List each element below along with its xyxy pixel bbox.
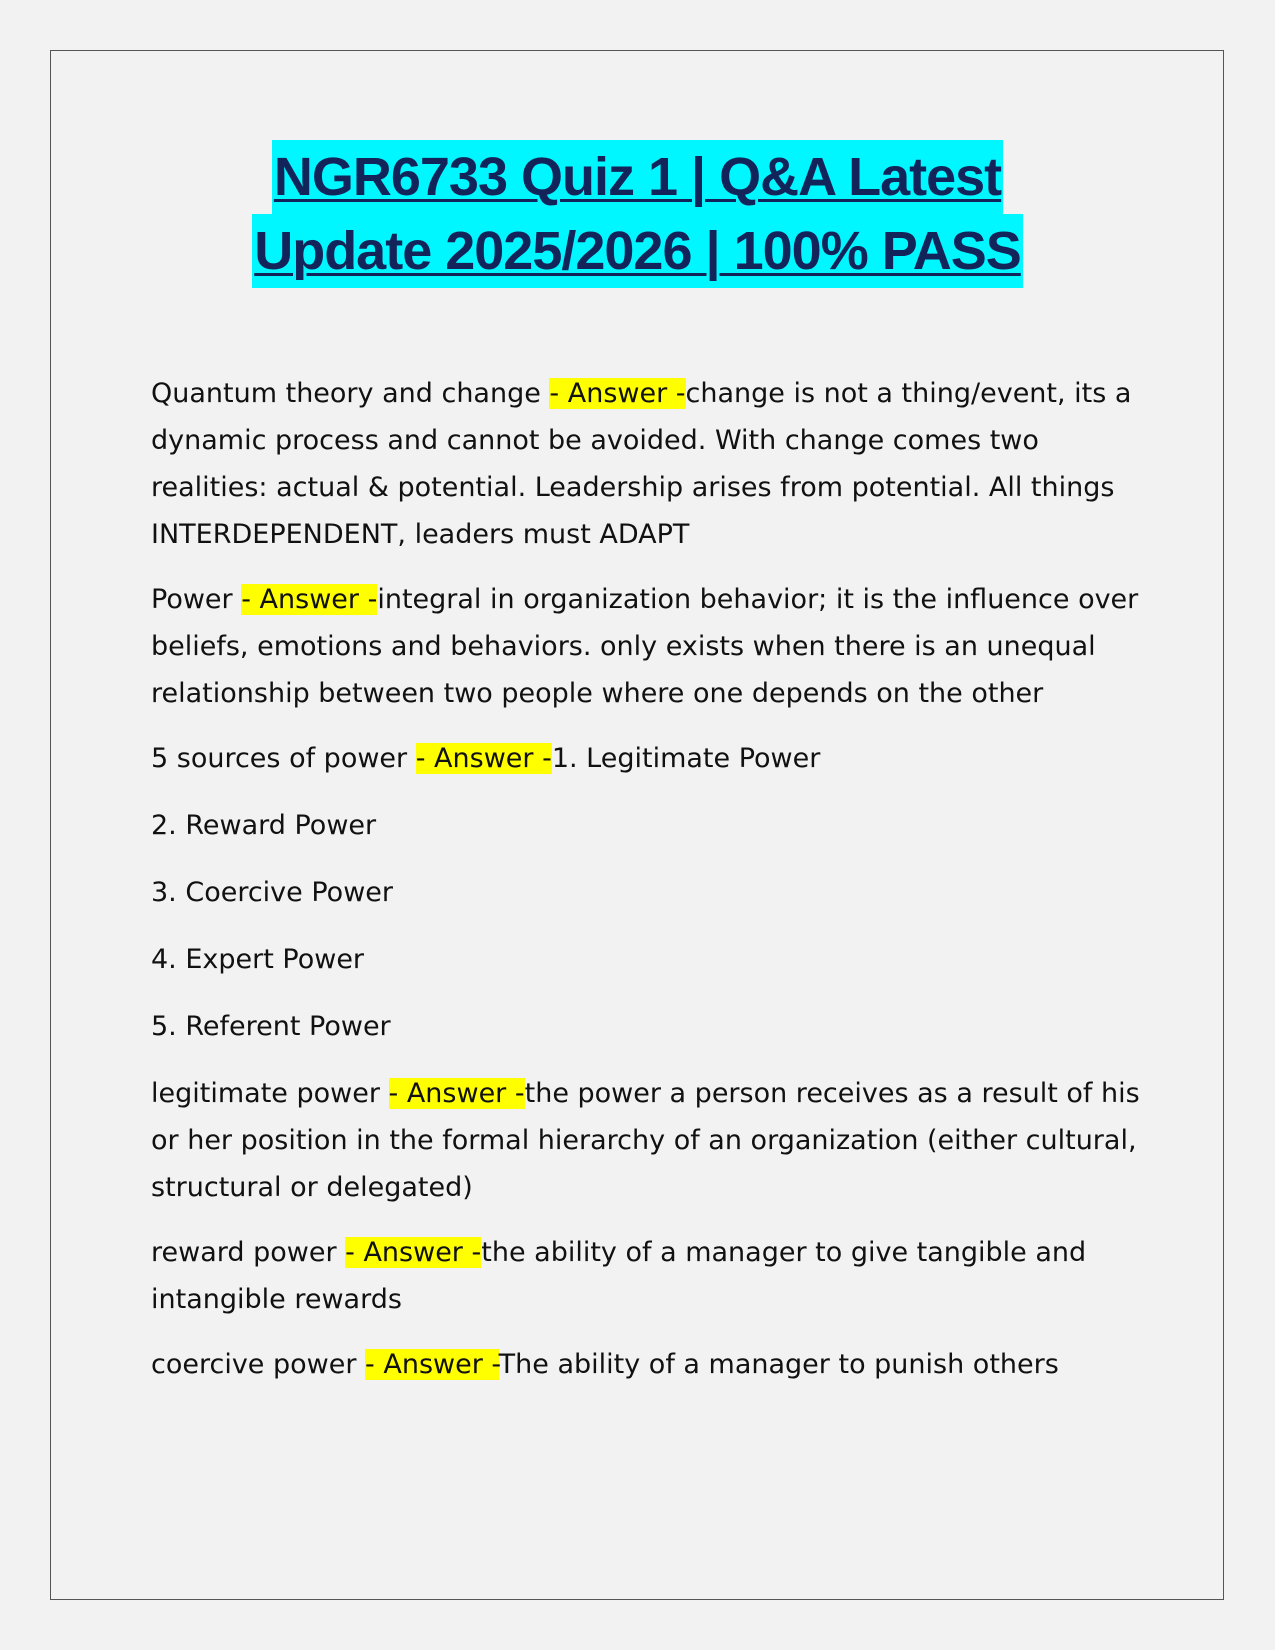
qa-entry-legitimate bbox=[151, 1070, 1141, 1211]
title-line-2: Update 2025/2026 | 100% PASS bbox=[252, 214, 1023, 288]
document-title bbox=[80, 140, 1195, 288]
qa-entry-reward bbox=[151, 1229, 1141, 1323]
qa-term: Power bbox=[151, 584, 242, 615]
qa-content bbox=[151, 370, 1141, 1406]
qa-term: legitimate power bbox=[151, 1078, 389, 1109]
list-item: 4. Expert Power bbox=[151, 944, 365, 975]
list-item: 2. Reward Power bbox=[151, 810, 377, 841]
qa-term: 5 sources of power bbox=[151, 743, 416, 774]
qa-entry-sources bbox=[151, 735, 1141, 782]
answer-marker: - Answer - bbox=[345, 1237, 482, 1268]
qa-entry-power bbox=[151, 576, 1141, 717]
answer-marker: - Answer - bbox=[415, 743, 552, 774]
qa-answer: change is not a thing/event, its a dynamic process and cannot be avoided. With change comes two realities: actual & potential. Leadership arises from potential. All things INTERDEPENDENT, leaders must ADAPT bbox=[151, 378, 1132, 550]
answer-marker: - Answer - bbox=[549, 378, 686, 409]
qa-answer: 1. Legitimate Power bbox=[551, 743, 821, 774]
title-line-1: NGR6733 Quiz 1 | Q&A Latest bbox=[272, 140, 1003, 214]
list-item: 3. Coercive Power bbox=[151, 877, 393, 908]
list-item: 5. Referent Power bbox=[151, 1011, 391, 1042]
qa-answer: the ability of a manager to give tangible and intangible rewards bbox=[151, 1237, 1087, 1315]
qa-term: coercive power bbox=[151, 1349, 366, 1380]
qa-term: reward power bbox=[151, 1237, 346, 1268]
answer-marker: - Answer - bbox=[388, 1078, 525, 1109]
qa-answer: the power a person receives as a result of his or her position in the formal hierarchy of an organization (either cultural, structural or delegated) bbox=[151, 1078, 1140, 1203]
answer-marker: - Answer - bbox=[241, 584, 378, 615]
qa-term: Quantum theory and change bbox=[151, 378, 550, 409]
qa-entry-quantum bbox=[151, 370, 1141, 558]
qa-answer: The ability of a manager to punish others bbox=[498, 1349, 1059, 1380]
qa-entry-coercive bbox=[151, 1341, 1141, 1388]
qa-answer: integral in organization behavior; it is the influence over beliefs, emotions and behaviors. only exists when there is an unequal relationship between two people where one depends on the other bbox=[151, 584, 1139, 709]
answer-marker: - Answer - bbox=[365, 1349, 499, 1380]
